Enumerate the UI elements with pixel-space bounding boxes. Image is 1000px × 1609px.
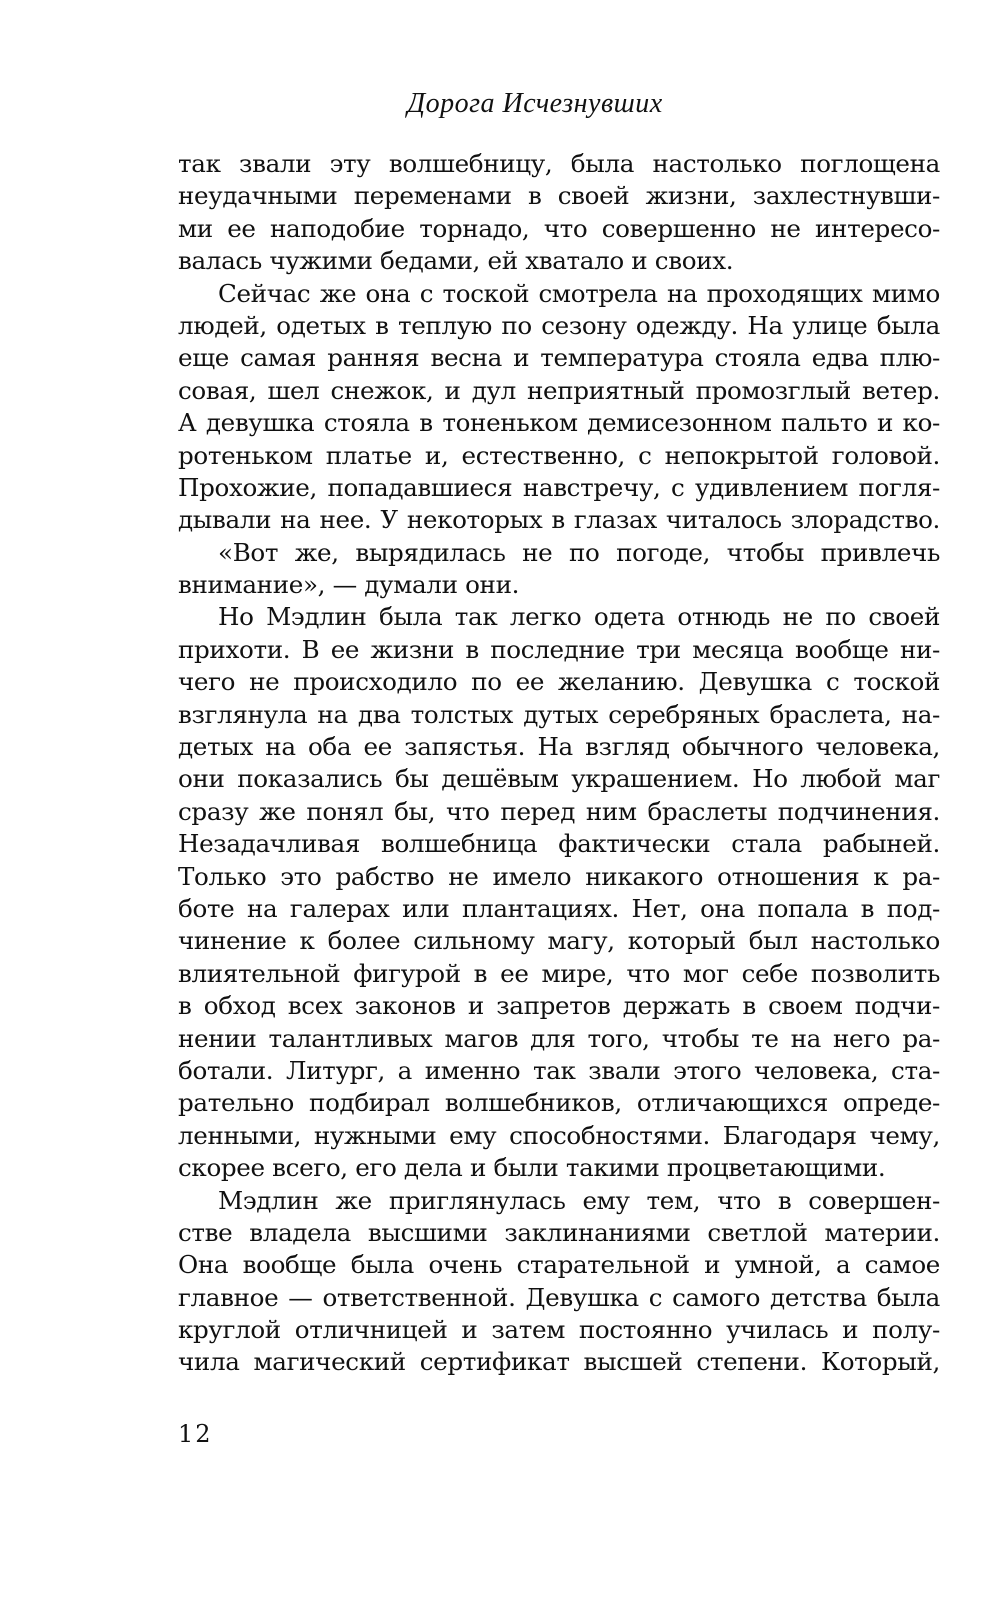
text-line: взглянула на два толстых дутых серебряных браслета, на- <box>178 699 940 729</box>
text-line: ротеньком платье и, естественно, с непокрытой головой. <box>178 440 940 470</box>
text-line: еще самая ранняя весна и температура стояла едва плю- <box>178 343 940 373</box>
text-line: А девушка стояла в тоненьком демисезонном пальто и ко- <box>178 408 940 438</box>
text-line: сразу же понял бы, что перед ним браслеты подчинения. <box>178 796 940 826</box>
paragraph <box>178 601 940 1184</box>
text-line: чего не происходило по ее желанию. Девушка с тоской <box>178 667 940 697</box>
text-line: ленными, нужными ему способностями. Благодаря чему, <box>178 1120 940 1150</box>
text-line: прихоти. В ее жизни в последние три месяца вообще ни- <box>178 634 940 664</box>
paragraph <box>178 537 940 602</box>
text-line: неудачными переменами в своей жизни, захлестнувши- <box>178 181 940 211</box>
text-line: Мэдлин же приглянулась ему тем, что в совершен- <box>218 1185 940 1215</box>
text-line: так звали эту волшебницу, была настолько поглощена <box>178 149 940 178</box>
text-line: в обход всех законов и запретов держать в своем подчи- <box>178 991 940 1021</box>
body-text <box>178 148 940 1379</box>
paragraph <box>178 278 940 537</box>
text-line: главное — ответственной. Девушка с самого детства была <box>178 1282 940 1312</box>
page-number: 12 <box>178 1420 213 1448</box>
text-line: ми ее наподобие торнадо, что совершенно не интересо- <box>178 213 940 243</box>
text-line: боте на галерах или плантациях. Нет, она попала в под- <box>178 893 940 923</box>
text-line: Прохожие, попадавшиеся навстречу, с удивлением погля- <box>178 472 940 502</box>
text-line: влиятельной фигурой в ее мире, что мог себе позволить <box>178 958 940 988</box>
text-line: валась чужими бедами, ей хватало и своих. <box>178 246 734 276</box>
text-line: скорее всего, его дела и были такими процветающими. <box>178 1153 886 1183</box>
text-line: детых на оба ее запястья. На взгляд обычного человека, <box>178 732 940 762</box>
text-line: чинение к более сильному магу, который был настолько <box>178 926 940 956</box>
text-line: Незадачливая волшебница фактически стала рабыней. <box>178 829 940 859</box>
paragraph <box>178 148 940 278</box>
text-line: они показались бы дешёвым украшением. Но любой маг <box>178 764 940 794</box>
text-line: Только это рабство не имело никакого отношения к ра- <box>178 861 940 891</box>
text-line: внимание», — думали они. <box>178 570 520 600</box>
text-line: Сейчас же она с тоской смотрела на проходящих мимо <box>218 278 940 308</box>
text-line: чила магический сертификат высшей степени. Который, <box>178 1347 940 1377</box>
text-line: людей, одетых в теплую по сезону одежду. На улице была <box>178 310 940 340</box>
text-line: стве владела высшими заклинаниями светлой материи. <box>178 1217 940 1247</box>
text-line: Но Мэдлин была так легко одета отнюдь не по своей <box>218 602 940 632</box>
paragraph <box>178 1185 940 1379</box>
text-line: нении талантливых магов для того, чтобы те на него ра- <box>178 1023 940 1053</box>
running-head: Дорога Исчезнувших <box>407 88 663 119</box>
text-line: «Вот же, вырядилась не по погоде, чтобы привлечь <box>218 537 940 567</box>
text-line: круглой отличницей и затем постоянно училась и полу- <box>178 1315 940 1345</box>
text-line: Она вообще была очень старательной и умной, а самое <box>178 1250 940 1280</box>
text-line: рательно подбирал волшебников, отличающихся опреде- <box>178 1088 940 1118</box>
text-line: совая, шел снежок, и дул неприятный промозглый ветер. <box>178 375 940 405</box>
text-line: ботали. Литург, а именно так звали этого человека, ста- <box>178 1055 940 1085</box>
text-line: дывали на нее. У некоторых в глазах читалось злорадство. <box>178 505 940 535</box>
